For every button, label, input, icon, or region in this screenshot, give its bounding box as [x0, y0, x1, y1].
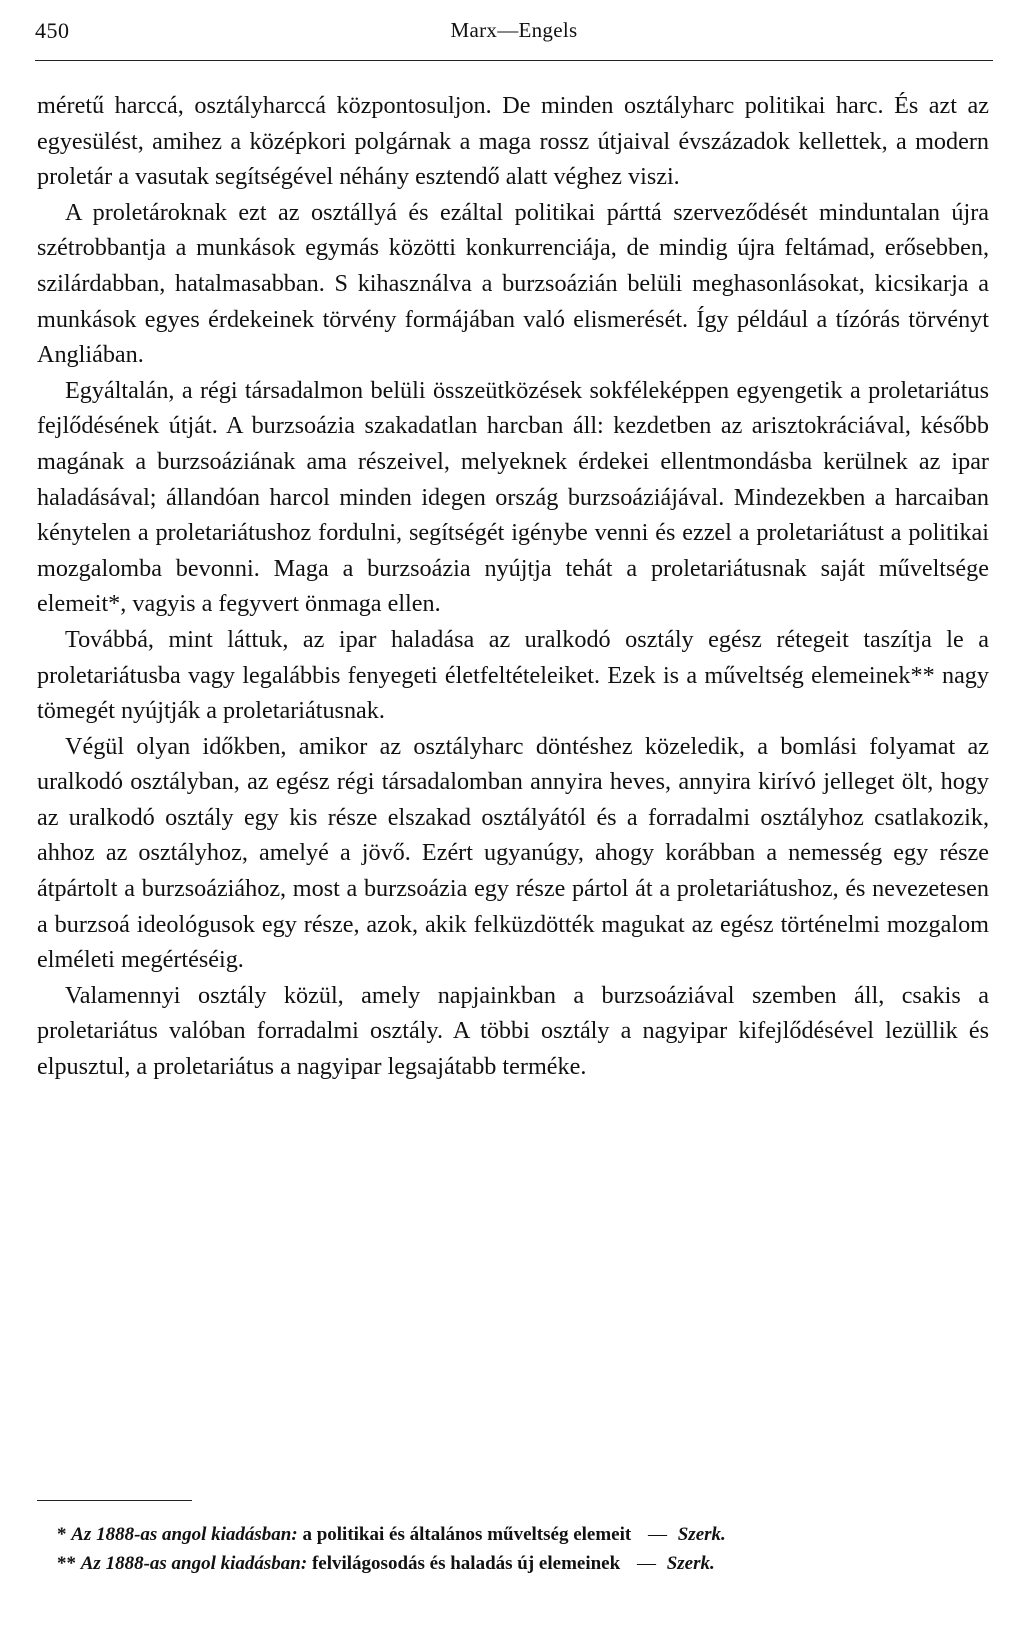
paragraph: méretű harccá, osztályharccá központosuljon. De minden osztályharc politikai harc. És azt az egyesülést, amihez a középkori polgárnak a maga rossz útjaival évszázadok kellettek, a modern proletár a vasutak segítségével néhány esztendő alatt véghez viszi.: [37, 92, 989, 191]
paragraph: Valamennyi osztály közül, amely napjainkban a burzsoáziával szemben áll, csakis a proletariátus valóban forradalmi osztály. A többi osztály a nagyipar kifejlődésével lezüllik és elpusztul, a proletariátus a nagyipar legsajátabb terméke.: [37, 981, 989, 1081]
footnote-2: [37, 1549, 989, 1578]
footnote-rule: [37, 1500, 192, 1501]
footnote-1: [37, 1520, 989, 1549]
running-title: Marx—Engels: [450, 18, 578, 42]
paragraph: Egyáltalán, a régi társadalmon belüli összeütközések sokféleképpen egyengetik a proletariátus fejlődésének útját. A burzsoázia szakadatlan harcban áll: kezdetben az arisztokráciával, később magának a burzsoáziának ama részeivel, melyeknek érdekei ellentmondásba kerülnek az ipar haladásával; állandóan harcol minden idegen ország burzsoáziájával. Mindezekben a harcaiban kénytelen a proletariátushoz fordulni, segítségét igénybe venni és ezzel a proletariátust a politikai mozgalomba bevonni. Maga a burzsoázia nyújtja tehát a proletariátusnak saját műveltsége elemeit*, vagyis a fegyvert önmaga ellen.: [37, 376, 989, 618]
footnote-source: Az 1888-as angol kiadásban:: [71, 1524, 298, 1545]
footnotes: [37, 1520, 989, 1578]
footnote-editor: Szerk.: [666, 1553, 715, 1574]
footnote-marker: **: [57, 1553, 76, 1574]
body-text: [37, 88, 989, 1085]
footnote-editor: Szerk.: [677, 1524, 726, 1545]
footnote-gloss: felvilágosodás és haladás új elemeinek: [311, 1553, 621, 1574]
paragraph: Végül olyan időkben, amikor az osztályharc döntéshez közeledik, a bomlási folyamat az uralkodó osztályban, az egész régi társadalomban annyira heves, annyira kirívó jelleget ölt, hogy az uralkodó osztály egy kis része elszakad osztályától és a forradalmi osztályhoz csatlakozik, ahhoz az osztályhoz, amelyé a jövő. Ezért ugyanúgy, ahogy korábban a nemesség egy része átpártolt a burzsoáziához, most a burzsoázia egy része pártol át a proletariátushoz, és nevezetesen a burzsoá ideológusok egy része, azok, akik felküzdötték magukat az egész történelmi mozgalom elméleti megértéséig.: [37, 732, 989, 974]
paragraph: Továbbá, mint láttuk, az ipar haladása az uralkodó osztály egész rétegeit taszítja le a proletariátusba vagy legalábbis fenyegeti életfeltételeiket. Ezek is a műveltség elemeinek** nagy tömegét nyújtják a proletariátusnak.: [37, 625, 989, 725]
footnote-gloss: a politikai és általános műveltség elemeit: [302, 1524, 632, 1545]
page-header: [35, 18, 993, 58]
footnote-source: Az 1888-as angol kiadásban:: [80, 1553, 308, 1574]
footnote-marker: *: [57, 1524, 67, 1545]
footnote-dash: —: [647, 1524, 667, 1545]
header-rule: [35, 60, 993, 61]
footnote-dash: —: [636, 1553, 656, 1574]
page-number: 450: [35, 18, 70, 43]
paragraph: A proletároknak ezt az osztállyá és ezáltal politikai párttá szerveződését minduntalan újra szétrobbantja a munkások egymás közötti konkurrenciája, de mindig újra feltámad, erősebben, szilárdabban, hatalmasabban. S kihasználva a burzsoázián belüli meghasonlásokat, kicsikarja a munkások egyes érdekeinek törvény formájában való elismerését. Így például a tízórás törvényt Angliában.: [37, 198, 989, 369]
